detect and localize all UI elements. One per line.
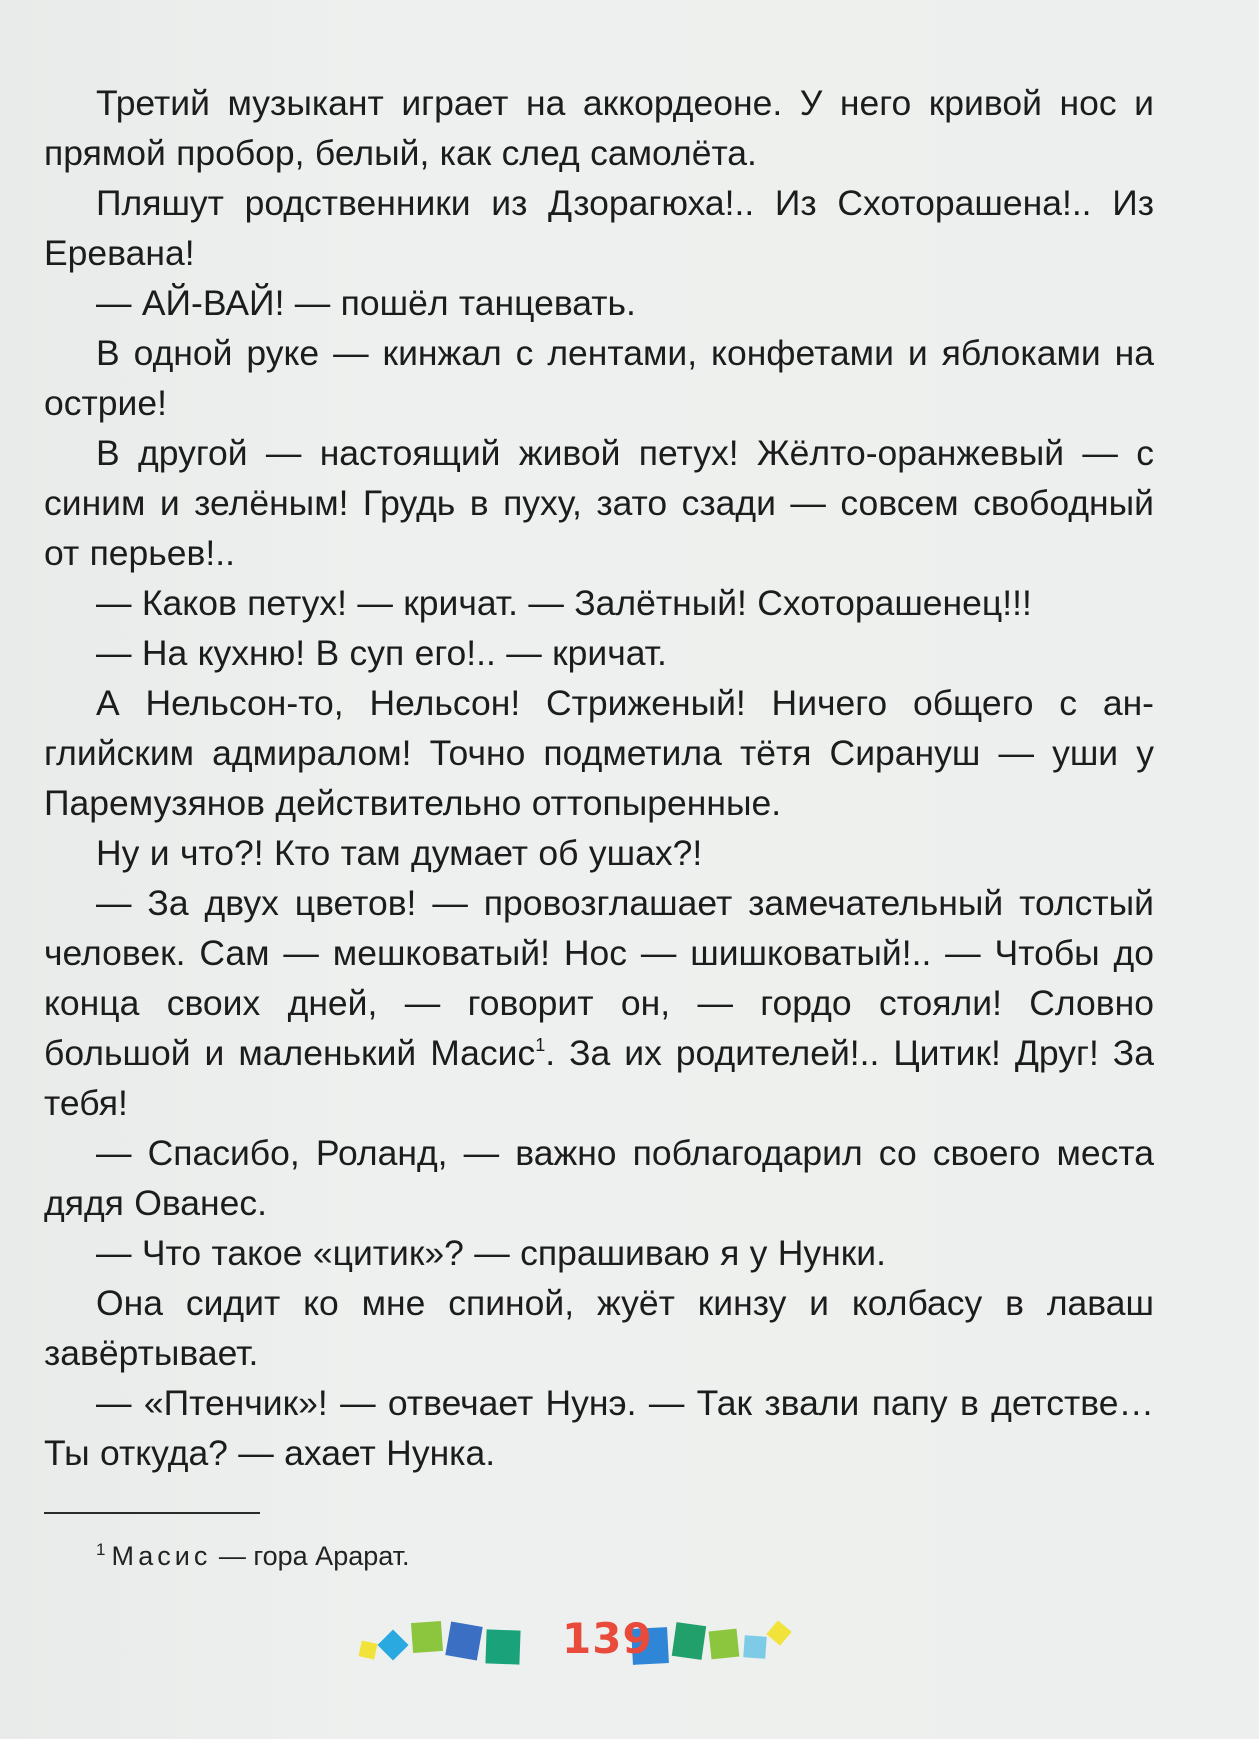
toast-text: — За двух цветов! — провозглашает замечательный толстый человек. Сам — мешковатый! Нос — шишковатый!.. — Чтобы до конца своих дней, — говорит он, — гордо стояли! Словно большой и маленький Масис bbox=[44, 883, 1154, 1073]
paragraph: — Что такое «цитик»? — спрашиваю я у Нунки. bbox=[96, 1233, 886, 1273]
decor-square-icon bbox=[411, 1621, 443, 1653]
paragraph: В другой — настоящий живой петух! Жёлто-оранжевый — с синим и зелёным! Грудь в пуху, зато сзади — совсем свободный от перьев!.. bbox=[44, 433, 1154, 573]
decor-square-icon bbox=[743, 1635, 766, 1658]
page-number: 139 bbox=[562, 1614, 653, 1663]
footnote-reference[interactable]: 1 bbox=[535, 1035, 546, 1055]
footnote-number: 1 bbox=[96, 1540, 106, 1559]
footnote-text: — гора Арарат. bbox=[211, 1541, 410, 1571]
toast-text-end: . За их родителей!.. Цитик! Друг! За тебя! bbox=[44, 1033, 1154, 1123]
paragraph: — АЙ-ВАЙ! — пошёл танцевать. bbox=[96, 283, 636, 323]
paragraph: — Спасибо, Роланд, — важно поблагодарил со своего места дядя Ованес. bbox=[44, 1133, 1154, 1223]
paragraph: — На кухню! В суп его!.. — кричат. bbox=[96, 633, 667, 673]
paragraph: Она сидит ко мне спиной, жуёт кинзу и колбасу в лаваш завёртывает. bbox=[44, 1283, 1154, 1373]
body-text bbox=[44, 78, 1154, 1478]
paragraph: — «Птенчик»! — отвечает Нунэ. — Так звали папу в детстве… Ты откуда? — ахает Нунка. bbox=[44, 1383, 1154, 1473]
decor-square-icon bbox=[377, 1629, 408, 1660]
decor-square-icon bbox=[709, 1629, 740, 1660]
footnote-term: Масис bbox=[111, 1541, 212, 1571]
footnote bbox=[96, 1532, 410, 1574]
decor-square-icon bbox=[672, 1622, 706, 1660]
paragraph-toast bbox=[44, 878, 1154, 1128]
decor-square-icon bbox=[485, 1629, 520, 1664]
paragraph: А Нельсон-то, Нельсон! Стриженый! Ничего общего с английским адмиралом! Точно подметила тётя Сирануш — уши у Паремузянов действительно оттопыренные. bbox=[44, 683, 1154, 823]
decor-square-icon bbox=[766, 1620, 791, 1645]
paragraph: — Каков петух! — кричат. — Залётный! Схоторашенец!!! bbox=[96, 583, 1032, 623]
paragraph: Ну и что?! Кто там думает об ушах?! bbox=[96, 833, 703, 873]
footnote-divider bbox=[44, 1512, 260, 1514]
paragraph: В одной руке — кинжал с лентами, конфетами и яблоками на острие! bbox=[44, 333, 1154, 423]
paragraph: Пляшут родственники из Дзорагюха!.. Из Схоторашена!.. Из Еревана! bbox=[44, 183, 1154, 273]
decor-square-icon bbox=[445, 1621, 482, 1660]
decor-square-icon bbox=[359, 1641, 378, 1660]
paragraph: Третий музыкант играет на аккордеоне. У него кривой нос и прямой пробор, белый, как след самолёта. bbox=[44, 83, 1154, 173]
